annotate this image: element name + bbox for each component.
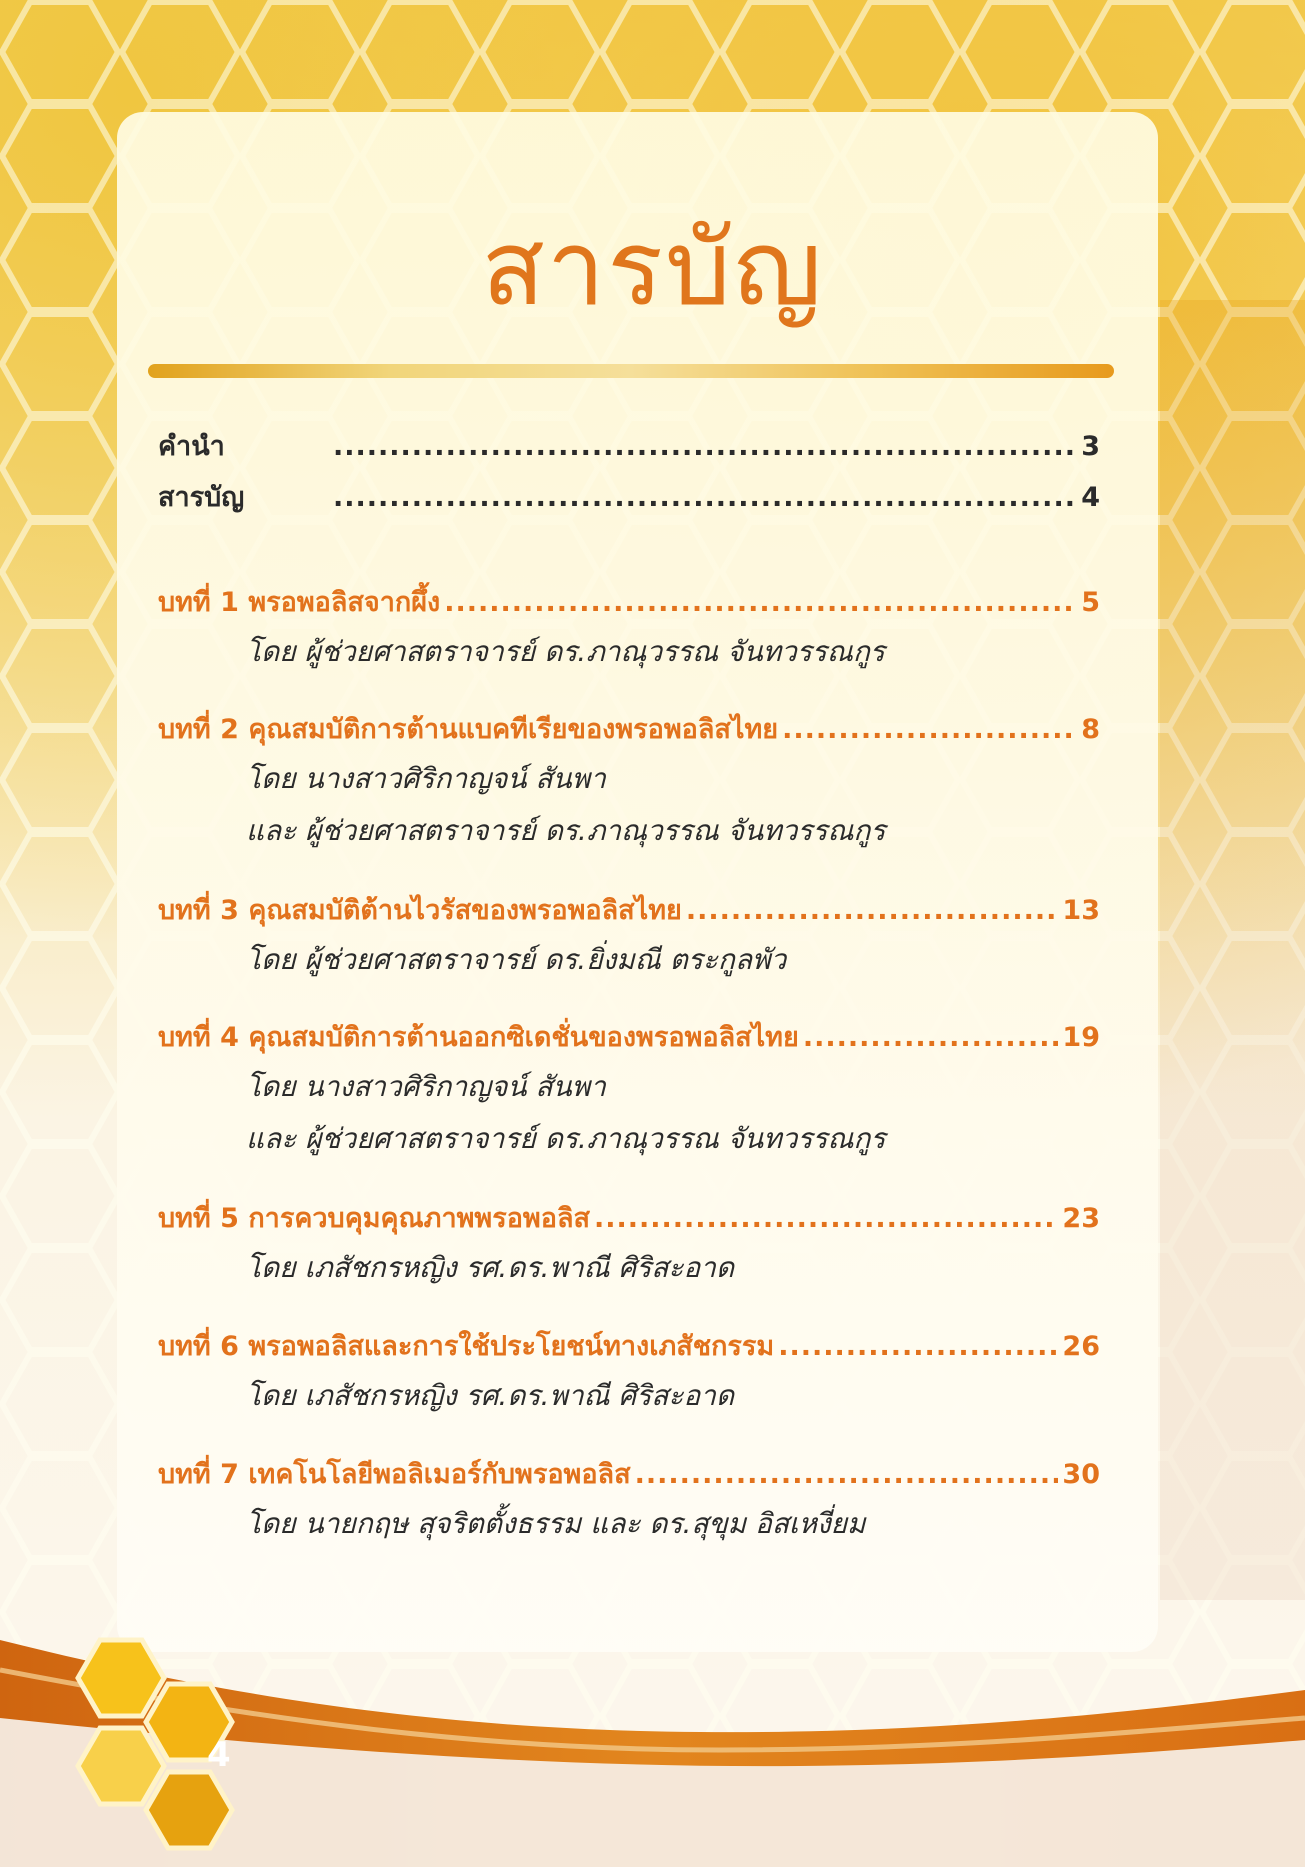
toc-chapter-3[interactable]: [158, 888, 1100, 931]
toc-chapter-4[interactable]: [158, 1015, 1100, 1058]
chapter-title: บทที่ 3 คุณสมบัติต้านไวรัสของพรอพอลิสไทย: [158, 895, 682, 926]
chapter-title: บทที่ 7 เทคโนโลยีพอลิเมอร์กับพรอพอลิส: [158, 1459, 631, 1490]
chapter-author: และ ผู้ช่วยศาสตราจารย์ ดร.ภาณุวรรณ จันทวรรณกูร: [246, 814, 886, 847]
leader-dots: [686, 895, 1059, 926]
chapter-author: โดย นางสาวศิริกาญจน์ สันพา: [246, 1070, 606, 1103]
toc-chapter-6[interactable]: [158, 1324, 1100, 1367]
chapter-page: 19: [1062, 1022, 1100, 1053]
chapter-author: โดย เภสัชกรหญิง รศ.ดร.พาณี ศิริสะอาด: [246, 1379, 735, 1412]
toc-entry-foreword[interactable]: [158, 424, 1100, 467]
toc-chapter-5[interactable]: [158, 1196, 1100, 1239]
chapter-page: 13: [1062, 895, 1100, 926]
leader-dots: [333, 431, 1077, 462]
leader-dots: [444, 587, 1077, 618]
leader-dots: [782, 714, 1077, 745]
chapter-author: และ ผู้ช่วยศาสตราจารย์ ดร.ภาณุวรรณ จันทวรรณกูร: [246, 1122, 886, 1155]
toc-chapter-2[interactable]: [158, 707, 1100, 750]
page-title: สารบัญ: [481, 207, 824, 329]
leader-dots: [333, 482, 1077, 513]
chapter-page: 26: [1062, 1331, 1100, 1362]
page-number: 4: [207, 1735, 231, 1775]
chapter-author: โดย เภสัชกรหญิง รศ.ดร.พาณี ศิริสะอาด: [246, 1251, 735, 1284]
chapter-author: โดย นางสาวศิริกาญจน์ สันพา: [246, 762, 606, 795]
toc-entry-label: สารบัญ: [158, 482, 245, 513]
toc-entry-contents[interactable]: [158, 475, 1100, 518]
chapter-page: 23: [1062, 1203, 1100, 1234]
chapter-page: 30: [1062, 1459, 1100, 1490]
toc-entry-page: 3: [1081, 431, 1100, 462]
toc-chapter-1[interactable]: [158, 580, 1100, 623]
toc-entry-page: 4: [1081, 482, 1100, 513]
chapter-page: 8: [1081, 714, 1100, 745]
chapter-title: บทที่ 2 คุณสมบัติการต้านแบคทีเรียของพรอพอลิสไทย: [158, 714, 779, 745]
chapter-title: บทที่ 6 พรอพอลิสและการใช้ประโยชน์ทางเภสัชกรรม: [158, 1331, 775, 1362]
chapter-page: 5: [1081, 587, 1100, 618]
title-divider: [148, 364, 1114, 378]
chapter-title: บทที่ 5 การควบคุมคุณภาพพรอพอลิส: [158, 1203, 590, 1234]
leader-dots: [635, 1459, 1059, 1490]
chapter-title: บทที่ 4 คุณสมบัติการต้านออกซิเดชั่นของพรอพอลิสไทย: [158, 1022, 799, 1053]
toc-chapter-7[interactable]: [158, 1452, 1100, 1495]
leader-dots: [594, 1203, 1058, 1234]
chapter-author: โดย ผู้ช่วยศาสตราจารย์ ดร.ภาณุวรรณ จันทวรรณกูร: [246, 635, 885, 668]
toc-entry-label: คำนำ: [158, 431, 225, 462]
chapter-title: บทที่ 1 พรอพอลิสจากผึ้ง: [158, 587, 441, 618]
leader-dots: [778, 1331, 1058, 1362]
leader-dots: [803, 1022, 1059, 1053]
chapter-author: โดย ผู้ช่วยศาสตราจารย์ ดร.ยิ่งมณี ตระกูลพัว: [246, 943, 787, 976]
chapter-author: โดย นายกฤษ สุจริตตั้งธรรม และ ดร.สุขุม อิสเหงี่ยม: [246, 1507, 866, 1540]
